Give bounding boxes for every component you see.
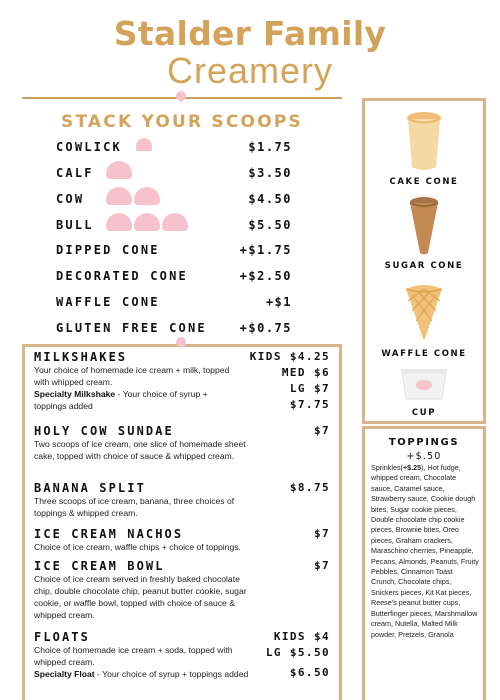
menu-item-price: $7 [313,559,330,572]
specialty-desc: - Your choice of syrup + toppings added [34,389,208,411]
menu-item-price: $8.75 [289,481,330,494]
scoop-row-name: CALF [56,166,94,180]
scoop-row-price: +$2.50 [239,269,292,283]
menu-item-name: HOLY COW SUNDAE [34,424,174,438]
cake-cone-icon [400,109,448,173]
menu-item-price: $7 [313,527,330,540]
menu-item-name: ICE CREAM BOWL [34,559,165,573]
menu-item-milkshakes [34,350,330,420]
scoop-row-gluten-free-cone [56,321,292,339]
specialty-desc: - Your choice of syrup + toppings added [94,669,249,679]
menu-price-specialty: $7.75 [289,398,330,411]
menu-price-lg: LG $7 [289,382,330,395]
menu-pin-icon [176,337,186,347]
toppings-list [371,463,479,640]
menu-item-name: MILKSHAKES [34,350,128,364]
scoop-row-price: +$1 [265,295,292,309]
menu-item-specialty [34,668,258,680]
scoop-icon [134,213,160,231]
menu-item-desc: Three scoops of ice cream, banana, three choices of toppings & whipped cream. [34,496,235,518]
scoop-icon [106,213,132,231]
scoops-section-title: STACK YOUR SCOOPS [61,112,303,132]
menu-item-desc: Choice of ice cream, waffle chips + choice of toppings. [34,542,241,552]
menu-item-holy-cow-sundae [34,424,330,474]
scoop-row-name: WAFFLE CONE [56,295,160,309]
divider-pin-icon [176,91,186,101]
scoop-row-name: GLUTEN FREE CONE [56,321,207,335]
toppings-list-rest: ), Hot fudge, whipped cream, Chocolate sauce, Caramel sauce, Strawberry sauce, Cookie dough bites, Sugar cookie pieces, Double chocolate chip cookie pieces, Brownie bites, Oreo pieces, Graham crackers, Maraschino cherries, Pineapple, Pecans, Almonds, Peanuts, Fruity Pebbles, Cinnamon Toast Crunch, Chocolate chips, Snickers pieces, Kit Kat pieces, Reese's peanut butter cups, Butterfinger pieces, Marshmallow cream, Nutella, Malted Milk powder, Pretzels, Granola [371,463,479,639]
menu-item-banana-split [34,481,330,521]
toppings-box [362,426,486,700]
brand-title-line1: Stalder Family [113,14,387,53]
specialty-label: Specialty Milkshake [34,389,116,399]
menu-item-ice-cream-bowl [34,559,330,623]
scoop-row-name: BULL [56,218,94,232]
scoop-icon [134,187,160,205]
scoop-row-calf [56,166,292,184]
specialty-label: Specialty Float [34,669,95,679]
cone-label: CAKE CONE [389,177,459,187]
menu-item-desc: Your choice of homemade ice cream + milk, topped with whipped cream. [34,365,230,387]
scoop-row-name: COW [56,192,85,206]
menu-item-name: BANANA SPLIT [34,481,146,495]
menu-item-desc: Choice of ice cream served in freshly baked chocolate chip, double chocolate chip, peanut butter cookie, sugar cookie, or waffle bowl, topped with choice of sauce & whipped cream. [34,574,247,620]
toppings-price: +$.50 [406,451,442,462]
cone-options-box [362,98,486,424]
menu-item-floats [34,630,330,690]
scoop-row-waffle-cone [56,295,292,313]
menu-price-kids: KIDS $4.25 [249,350,330,363]
cup-icon [399,367,449,401]
toppings-list-start: Sprinkles( [371,463,403,472]
menu-item-name: FLOATS [34,630,90,644]
scoop-half-icon [136,138,152,151]
scoop-row-bull [56,218,292,236]
scoop-row-price: +$1.75 [239,243,292,257]
scoop-row-name: COWLICK [56,140,122,154]
scoop-row-price: $1.75 [248,140,292,154]
menu-item-price: $7 [313,424,330,437]
scoop-icon [162,213,188,231]
menu-item-desc: Two scoops of ice cream, one slice of homemade sheet cake, topped with choice of sauce & whipped cream. [34,439,246,461]
menu-item-desc: Choice of homemade ice cream + soda, topped with whipped cream. [34,645,233,667]
menu-price-lg: LG $5.50 [265,646,330,659]
cone-label: CUP [411,408,437,418]
menu-item-name: ICE CREAM NACHOS [34,527,184,541]
menu-price-kids: KIDS $4 [273,630,330,643]
scoop-row-price: $3.50 [248,166,292,180]
waffle-cone-icon [402,281,446,343]
sugar-cone-icon [402,195,446,257]
scoop-row-decorated-cone [56,269,292,287]
menu-item-specialty [34,388,234,412]
cone-label: SUGAR CONE [384,261,464,271]
menu-price-med: MED $6 [281,366,330,379]
brand-title-line2: Creamery [166,50,334,91]
scoop-row-dipped-cone [56,243,292,261]
scoop-row-cow [56,192,292,210]
sprinkles-price: +$.25 [402,463,422,472]
toppings-title: TOPPINGS [388,437,460,448]
scoop-row-price: $5.50 [248,218,292,232]
scoop-icon [106,161,132,179]
menu-price-specialty: $6.50 [289,666,330,679]
scoop-row-price: $4.50 [248,192,292,206]
scoop-row-name: DECORATED CONE [56,269,188,283]
cone-label: WAFFLE CONE [381,349,467,359]
scoop-icon [106,187,132,205]
menu-item-ice-cream-nachos [34,527,330,555]
scoop-row-name: DIPPED CONE [56,243,160,257]
scoop-row-price: +$0.75 [239,321,292,335]
scoop-row-cowlick [56,140,292,158]
